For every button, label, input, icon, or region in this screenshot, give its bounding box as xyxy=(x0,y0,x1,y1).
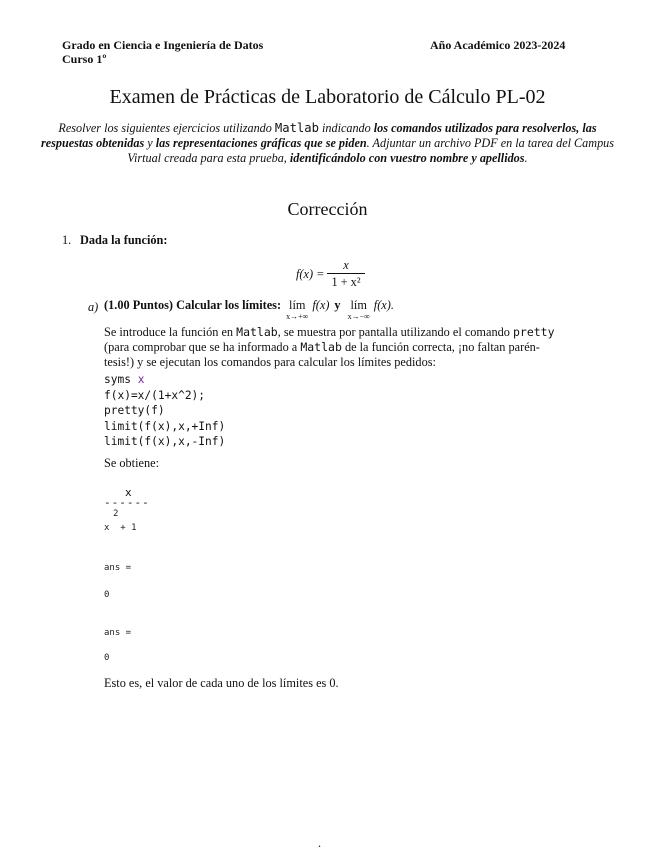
academic-year: Año Académico 2023-2024 xyxy=(430,38,566,52)
output-value-1: 0 xyxy=(104,590,110,600)
code-keyword-syms: syms xyxy=(104,373,131,386)
part-a-points: (1.00 Puntos) Calcular los límites: xyxy=(104,298,282,312)
problem-statement: Dada la función: xyxy=(80,233,168,247)
instructions-bold-1: los comandos utilizados para resolverlos, las respuestas obtenidas xyxy=(40,121,597,150)
code-line-1 xyxy=(104,372,225,388)
course-level: Curso 1º xyxy=(62,52,107,66)
instructions-bold-2: las representaciones gráficas que se piden xyxy=(155,136,367,150)
explanation-line-1 xyxy=(104,325,555,340)
instructions-text-5: . xyxy=(524,151,528,165)
instructions-text-2: indicando xyxy=(322,121,371,135)
conclusion-text: Esto es, el valor de cada uno de los límites es 0. xyxy=(104,676,339,690)
page-footer-mark: . xyxy=(318,836,322,850)
section-title: Corrección xyxy=(287,199,368,219)
explanation-line-3: tesis!) y se ejecutan los comandos para calcular los límites pedidos: xyxy=(104,355,436,369)
function-denominator: 1 + x² xyxy=(327,273,364,290)
limit-connector: y xyxy=(334,298,341,312)
function-definition xyxy=(296,258,368,290)
code-line-4: limit(f(x),x,+Inf) xyxy=(104,419,226,433)
output-fraction-bar: ------ xyxy=(104,496,150,509)
output-value-2: 0 xyxy=(104,653,110,663)
instructions-text-3: y xyxy=(147,136,153,150)
obtain-label: Se obtiene: xyxy=(104,456,159,470)
part-a-label: a) xyxy=(88,300,99,314)
instructions-text-4: . Adjuntar un archivo PDF en la tarea del Campus Virtual creada para esta prueba, xyxy=(127,136,615,165)
function-fraction xyxy=(327,258,364,290)
explanation-1b: , se muestra por pantalla utilizando el comando xyxy=(277,325,510,339)
output-ans-2: ans = xyxy=(104,628,132,638)
output-exponent: 2 xyxy=(113,509,119,519)
code-line-3: pretty(f) xyxy=(104,404,165,418)
output-denominator: x + 1 xyxy=(104,523,137,533)
limit-1-subscript: x→+∞ xyxy=(286,312,309,321)
instructions-text-1: Resolver los siguientes ejercicios utilizando xyxy=(58,121,272,135)
output-numerator: x xyxy=(125,486,132,499)
part-a-heading xyxy=(104,298,394,321)
limit-plus-infinity xyxy=(286,298,308,321)
exam-title: Examen de Prácticas de Laboratorio de Cálculo PL-02 xyxy=(109,86,546,108)
degree-name: Grado en Ciencia e Ingeniería de Datos xyxy=(62,38,264,52)
limit-1-expression: f(x) xyxy=(312,298,330,312)
explanation-code-pretty: pretty xyxy=(512,325,555,339)
problem-number: 1. xyxy=(62,233,72,247)
limit-minus-infinity xyxy=(348,298,370,321)
limit-2-word: lím xyxy=(350,298,367,312)
code-symbol-x: x xyxy=(137,373,145,386)
explanation-1a: Se introduce la función en xyxy=(104,325,234,339)
explanation-line-2 xyxy=(104,340,540,355)
explanation-code-matlab-1: Matlab xyxy=(236,325,278,339)
limit-2-subscript: x→−∞ xyxy=(347,312,370,321)
explanation-code-matlab-2: Matlab xyxy=(300,340,342,354)
instructions-code-matlab: Matlab xyxy=(274,121,319,135)
limit-1-word: lím xyxy=(289,298,306,312)
limit-2-expression: f(x). xyxy=(373,298,394,312)
instructions-bold-3: identificándolo con vuestro nombre y apellidos xyxy=(289,151,525,165)
instructions-paragraph xyxy=(40,121,615,166)
function-lhs: f(x) = xyxy=(296,266,325,281)
function-numerator: x xyxy=(343,258,349,272)
output-ans-1: ans = xyxy=(104,563,132,573)
code-block xyxy=(104,372,225,450)
explanation-2a: (para comprobar que se ha informado a xyxy=(104,340,298,354)
code-line-5: limit(f(x),x,-Inf) xyxy=(104,435,226,449)
explanation-2b: de la función correcta, ¡no faltan parén- xyxy=(344,340,540,354)
code-line-2: f(x)=x/(1+x^2); xyxy=(104,388,206,402)
